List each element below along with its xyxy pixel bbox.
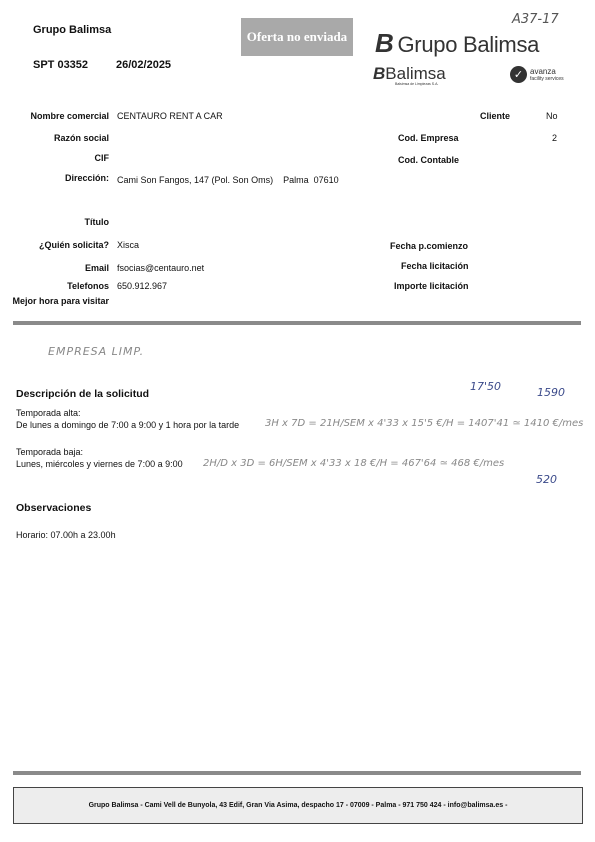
value-telefonos: 650.912.967 bbox=[117, 281, 168, 291]
handwritten-note-1590: 1590 bbox=[537, 386, 565, 399]
balimsa-b-icon: B bbox=[375, 28, 394, 58]
alta-title: Temporada alta: bbox=[16, 408, 81, 418]
label-razon-social: Razón social bbox=[53, 133, 109, 143]
label-telefonos: Telefonos bbox=[67, 281, 109, 291]
label-cif: CIF bbox=[94, 153, 109, 163]
handwritten-calc-baja: 2H/D x 3D = 6H/SEM x 4'33 x 18 €/H = 467'64 ≃ 468 €/mes bbox=[203, 458, 505, 469]
observations-title: Observaciones bbox=[16, 502, 92, 514]
handwritten-calc-alta: 3H x 7D = 21H/SEM x 4'33 x 15'5 €/H = 1407'41 ≃ 1410 €/mes bbox=[265, 418, 584, 429]
label-cod-empresa: Cod. Empresa bbox=[398, 133, 459, 143]
value-cliente: No bbox=[546, 111, 558, 121]
status-badge: Oferta no enviada bbox=[241, 18, 353, 56]
handwritten-note-1750: 17'50 bbox=[470, 380, 502, 393]
alta-text: De lunes a domingo de 7:00 a 9:00 y 1 hora por la tarde bbox=[16, 420, 240, 430]
logo-small-text: Balimsa bbox=[385, 64, 446, 83]
value-quien-solicita: Xisca bbox=[117, 240, 140, 250]
label-importe-licitacion: Importe licitación bbox=[394, 281, 469, 291]
document-number: SPT 03352 bbox=[33, 59, 89, 71]
label-cliente: Cliente bbox=[480, 111, 511, 121]
footer-text: Grupo Balimsa - Cami Vell de Bunyola, 43 Edif, Gran Via Asima, despacho 17 - 07009 - Palma - 971 750 424 - info@balimsa.es - bbox=[88, 802, 508, 809]
value-cod-empresa: 2 bbox=[552, 133, 558, 143]
label-fecha-comienzo: Fecha p.comienzo bbox=[390, 241, 469, 251]
handwritten-code: A37-17 bbox=[512, 12, 559, 27]
logo-balimsa bbox=[373, 64, 446, 86]
label-mejor-hora: Mejor hora para visitar bbox=[12, 296, 109, 306]
label-nombre-comercial: Nombre comercial bbox=[30, 111, 109, 121]
handwritten-note-520: 520 bbox=[536, 473, 557, 486]
logo-small-subtitle: Balsimsa de Limpiezas S.A. bbox=[395, 82, 439, 86]
logo-avanza bbox=[510, 66, 564, 83]
baja-title: Temporada baja: bbox=[16, 447, 84, 457]
footer bbox=[13, 787, 583, 824]
handwritten-empresa: EMPRESA LIMP. bbox=[48, 345, 145, 358]
label-email: Email bbox=[84, 263, 109, 273]
label-direccion: Dirección: bbox=[64, 173, 109, 183]
value-nombre-comercial: CENTAURO RENT A CAR bbox=[117, 111, 223, 121]
avanza-subtitle: facility services bbox=[530, 76, 564, 82]
balimsa-b-small-icon: B bbox=[373, 64, 386, 83]
document-date: 26/02/2025 bbox=[116, 59, 172, 71]
value-email: fsocias@centauro.net bbox=[117, 263, 205, 273]
label-titulo: Título bbox=[84, 217, 109, 227]
divider-bottom bbox=[13, 771, 581, 775]
company-name: Grupo Balimsa bbox=[33, 24, 112, 36]
avanza-text: avanza bbox=[530, 67, 556, 76]
logo-grupo-balimsa bbox=[375, 28, 539, 59]
logo-main-text: Grupo Balimsa bbox=[397, 32, 540, 57]
label-cod-contable: Cod. Contable bbox=[398, 155, 459, 165]
value-direccion: Cami Son Fangos, 147 (Pol. Son Oms) Palma 07610 bbox=[117, 175, 339, 185]
observations-text: Horario: 07.00h a 23.00h bbox=[16, 530, 116, 540]
label-fecha-licitacion: Fecha licitación bbox=[401, 261, 469, 271]
divider-top bbox=[13, 321, 581, 325]
baja-text: Lunes, miércoles y viernes de 7:00 a 9:00 bbox=[16, 459, 183, 469]
description-title: Descripción de la solicitud bbox=[16, 388, 150, 400]
label-quien-solicita: ¿Quién solicita? bbox=[38, 240, 109, 250]
avanza-check-icon: ✓ bbox=[510, 66, 527, 83]
